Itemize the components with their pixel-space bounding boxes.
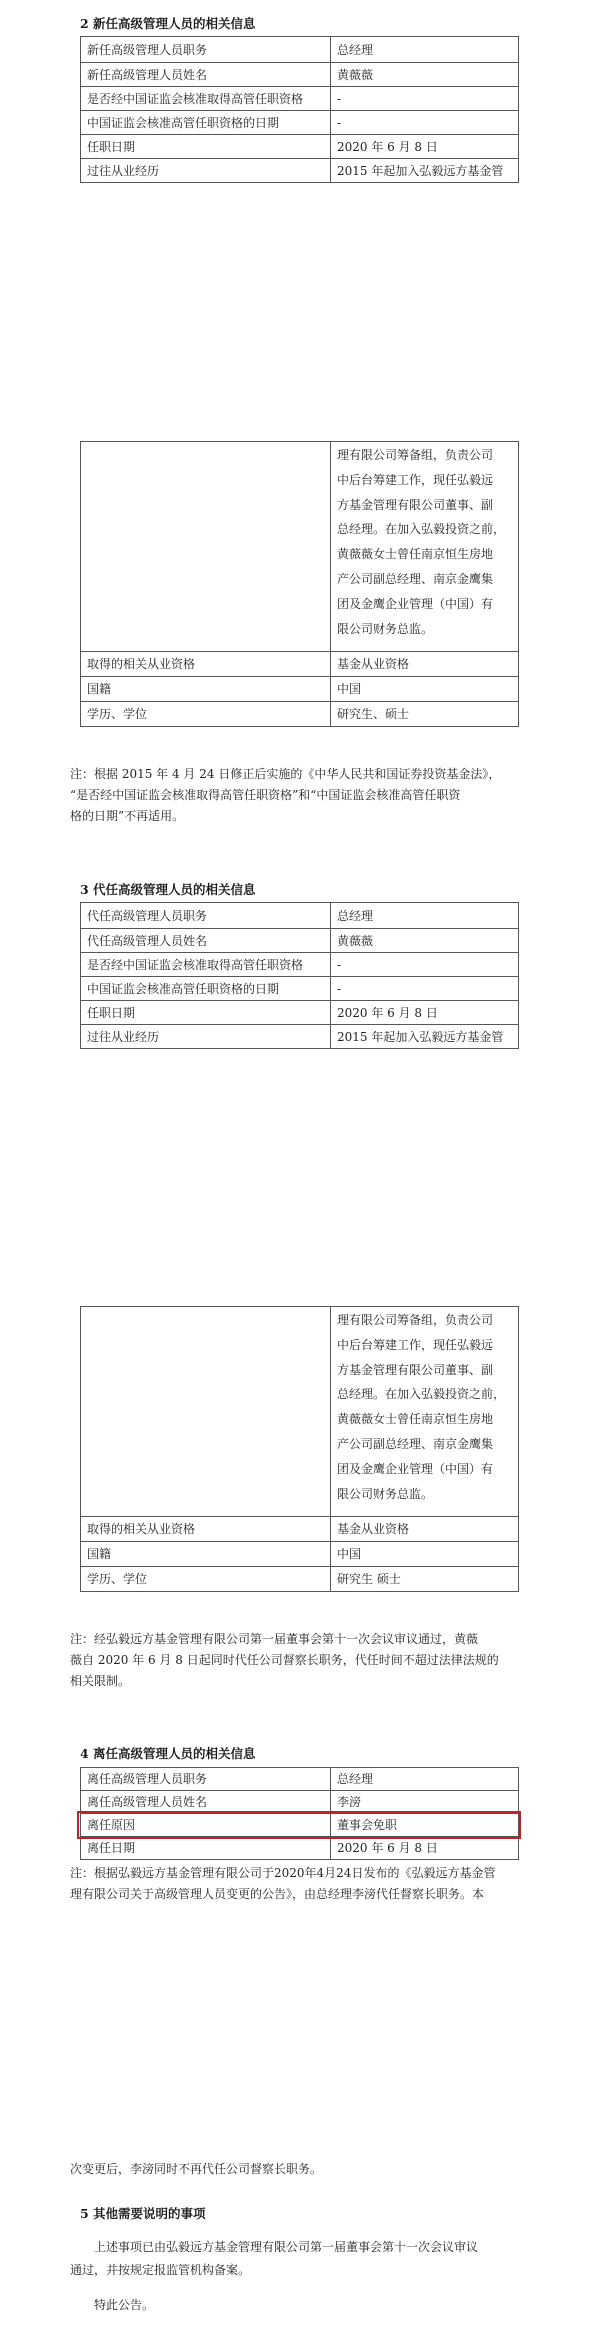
row-label: 代任高级管理人员姓名 <box>81 929 331 953</box>
section-4-note-continued <box>70 2159 528 2180</box>
row-value: 基金从业资格 <box>331 1517 519 1542</box>
row-label: 取得的相关从业资格 <box>81 1517 331 1542</box>
row-label: 国籍 <box>81 1542 331 1567</box>
career-line: 限公司财务总监。 <box>337 1486 434 1501</box>
row-value: 中国 <box>331 1542 519 1567</box>
row-label: 离任高级管理人员姓名 <box>81 1791 331 1814</box>
table-row <box>81 111 519 135</box>
section-4-note <box>70 1863 528 1905</box>
row-label: 国籍 <box>81 677 331 702</box>
table-row <box>81 442 519 652</box>
new-executive-table-continued <box>80 441 519 727</box>
row-value: 研究生、硕士 <box>331 702 519 727</box>
table-row <box>81 929 519 953</box>
table-row <box>81 1001 519 1025</box>
row-value: - <box>331 111 519 135</box>
table-row <box>81 1025 519 1049</box>
row-value: 2020 年 6 月 8 日 <box>331 1001 519 1025</box>
row-label: 取得的相关从业资格 <box>81 652 331 677</box>
note-line: 薇自 2020 年 6 月 8 日起同时代任公司督察长职务，代任时间不超过法律法规的 <box>70 1653 499 1667</box>
acting-executive-table-continued <box>80 1306 519 1592</box>
row-value: 总经理 <box>331 37 519 63</box>
row-label: 新任高级管理人员职务 <box>81 37 331 63</box>
row-label: 代任高级管理人员职务 <box>81 903 331 929</box>
row-label: 新任高级管理人员姓名 <box>81 63 331 87</box>
career-continuation <box>331 1307 519 1517</box>
row-label: 离任原因 <box>81 1814 331 1837</box>
row-value: 中国 <box>331 677 519 702</box>
career-line: 中后台筹建工作，现任弘毅远 <box>337 1337 494 1352</box>
row-value: 基金从业资格 <box>331 652 519 677</box>
row-value: 2015 年起加入弘毅远方基金管 <box>331 159 519 183</box>
row-label: 中国证监会核准高管任职资格的日期 <box>81 111 331 135</box>
table-row <box>81 135 519 159</box>
career-line: 限公司财务总监。 <box>337 621 434 636</box>
career-line: 方基金管理有限公司董事、副 <box>337 1362 494 1377</box>
table-row <box>81 977 519 1001</box>
note-line: 注：根据弘毅远方基金管理有限公司于2020年4月24日发布的《弘毅远方基金管 <box>70 1866 496 1880</box>
row-value: 董事会免职 <box>331 1814 519 1837</box>
career-line: 黄薇薇女士曾任南京恒生房地 <box>337 547 494 562</box>
row-label: 离任日期 <box>81 1837 331 1860</box>
row-label-empty <box>81 442 331 652</box>
table-row <box>81 953 519 977</box>
career-line: 总经理。在加入弘毅投资之前， <box>337 522 506 537</box>
table-row <box>81 652 519 677</box>
row-label: 是否经中国证监会核准取得高管任职资格 <box>81 87 331 111</box>
row-value: - <box>331 977 519 1001</box>
table-row <box>81 159 519 183</box>
note-line: 相关限制。 <box>70 1674 131 1688</box>
departure-reason-highlight <box>77 1811 521 1839</box>
row-label: 中国证监会核准高管任职资格的日期 <box>81 977 331 1001</box>
table-row <box>81 1768 519 1791</box>
note-line: 注：经弘毅远方基金管理有限公司第一届董事会第十一次会议审议通过，黄薇 <box>70 1632 479 1646</box>
paragraph-line: 上述事项已由弘毅远方基金管理有限公司第一届董事会第十一次会议审议 <box>94 2240 479 2254</box>
new-executive-table <box>80 36 519 183</box>
note-line: 注：根据 2015 年 4 月 24 日修正后实施的《中华人民共和国证券投资基金法》， <box>70 767 501 781</box>
note-line: 格的日期”不再适用。 <box>70 809 185 823</box>
note-line: 次变更后，李滂同时不再代任公司督察长职务。 <box>70 2162 323 2176</box>
career-line: 中后台筹建工作，现任弘毅远 <box>337 472 494 487</box>
row-value: 黄薇薇 <box>331 929 519 953</box>
row-value: - <box>331 953 519 977</box>
section-4-heading: 4 离任高级管理人员的相关信息 <box>80 1746 256 1761</box>
section-3-note <box>70 1629 528 1692</box>
row-value: 2020 年 6 月 8 日 <box>331 135 519 159</box>
table-row <box>81 87 519 111</box>
row-label: 学历、学位 <box>81 702 331 727</box>
row-label: 任职日期 <box>81 1001 331 1025</box>
table-row <box>81 1567 519 1592</box>
row-label: 学历、学位 <box>81 1567 331 1592</box>
career-line: 团及金鹰企业管理（中国）有 <box>337 596 494 611</box>
row-label: 任职日期 <box>81 135 331 159</box>
table-row <box>81 1837 519 1860</box>
career-line: 方基金管理有限公司董事、副 <box>337 497 494 512</box>
row-label: 过往从业经历 <box>81 1025 331 1049</box>
note-line: 理有限公司关于高级管理人员变更的公告》，由总经理李滂代任督察长职务。本 <box>70 1887 485 1901</box>
row-value: 研究生 硕士 <box>331 1567 519 1592</box>
acting-executive-table <box>80 902 519 1049</box>
row-value: 2015 年起加入弘毅远方基金管 <box>331 1025 519 1049</box>
career-line: 理有限公司筹备组，负责公司 <box>337 1313 494 1327</box>
section-2-heading: 2 新任高级管理人员的相关信息 <box>80 16 256 31</box>
row-value: 总经理 <box>331 1768 519 1791</box>
table-row <box>81 903 519 929</box>
table-row <box>81 37 519 63</box>
section-3-heading: 3 代任高级管理人员的相关信息 <box>80 882 256 897</box>
career-line: 产公司副总经理、南京金鹰集 <box>337 1436 494 1451</box>
career-line: 总经理。在加入弘毅投资之前， <box>337 1387 506 1402</box>
section-5-body <box>70 2236 528 2317</box>
section-2-note <box>70 764 528 827</box>
table-row <box>81 1517 519 1542</box>
closing-line: 特此公告。 <box>94 2298 155 2312</box>
table-row <box>81 677 519 702</box>
row-value: 总经理 <box>331 903 519 929</box>
table-row <box>81 63 519 87</box>
career-line: 产公司副总经理、南京金鹰集 <box>337 571 494 586</box>
row-value: 2020 年 6 月 8 日 <box>331 1837 519 1860</box>
table-row <box>81 702 519 727</box>
career-line: 理有限公司筹备组，负责公司 <box>337 448 494 462</box>
row-label: 过往从业经历 <box>81 159 331 183</box>
paragraph-line: 通过，并按规定报监管机构备案。 <box>70 2263 251 2277</box>
career-line: 黄薇薇女士曾任南京恒生房地 <box>337 1412 494 1427</box>
table-row <box>81 1307 519 1517</box>
career-line: 团及金鹰企业管理（中国）有 <box>337 1461 494 1476</box>
row-label: 是否经中国证监会核准取得高管任职资格 <box>81 953 331 977</box>
row-label-empty <box>81 1307 331 1517</box>
row-label: 离任高级管理人员职务 <box>81 1768 331 1791</box>
row-value: 黄薇薇 <box>331 63 519 87</box>
note-line: “是否经中国证监会核准取得高管任职资格”和“中国证监会核准高管任职资 <box>70 788 461 802</box>
section-5-heading: 5 其他需要说明的事项 <box>80 2206 206 2221</box>
row-value: 李滂 <box>331 1791 519 1814</box>
row-value: - <box>331 87 519 111</box>
career-continuation <box>331 442 519 652</box>
table-row <box>81 1542 519 1567</box>
